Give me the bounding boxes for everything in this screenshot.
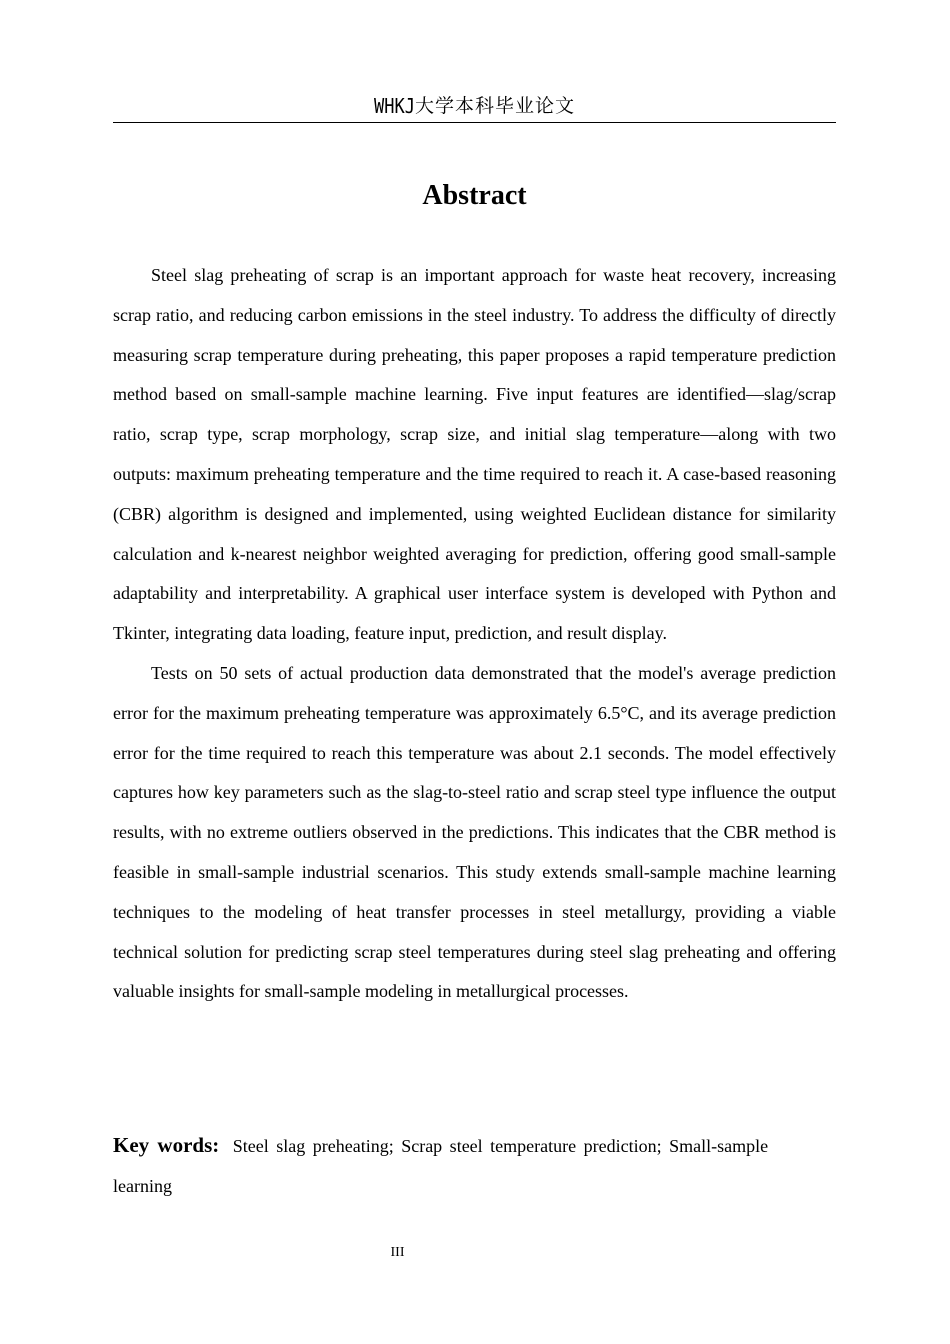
keywords-label: Key words:	[113, 1133, 220, 1157]
abstract-title: Abstract	[422, 180, 527, 211]
keywords	[113, 1125, 793, 1206]
header-title	[374, 92, 575, 121]
abstract-paragraph: Steel slag preheating of scrap is an important approach for waste heat recovery, increasing scrap ratio, and reducing carbon emissions in the steel industry. To address the difficulty of directly measuring scrap temperature during preheating, this paper proposes a rapid temperature prediction method based on small-sample machine learning. Five input features are identified—slag/scrap ratio, scrap type, scrap morphology, scrap size, and initial slag temperature—along with two outputs: maximum preheating temperature and the time required to reach it. A case-based reasoning (CBR) algorithm is designed and implemented, using weighted Euclidean distance for similarity calculation and k-nearest neighbor weighted averaging for prediction, offering good small-sample adaptability and interpretability. A graphical user interface system is developed with Python and Tkinter, integrating data loading, feature input, prediction, and result display.	[113, 265, 836, 644]
abstract-body	[113, 256, 836, 1012]
keywords-text: Steel slag preheating; Scrap steel temperature prediction; Small-sample learning	[113, 1136, 769, 1196]
page-header	[113, 92, 836, 123]
header-latin: WHKJ	[374, 95, 415, 119]
header-chinese: 大学本科毕业论文	[414, 95, 575, 117]
page-number: III	[390, 1245, 405, 1260]
abstract-paragraph: Tests on 50 sets of actual production data demonstrated that the model's average prediction error for the maximum preheating temperature was approximately 6.5°C, and its average prediction error for the time required to reach this temperature was about 2.1 seconds. The model effectively captures how key parameters such as the slag-to-steel ratio and scrap steel type influence the output results, with no extreme outliers observed in the predictions. This indicates that the CBR method is feasible in small-sample industrial scenarios. This study extends small-sample machine learning techniques to the modeling of heat transfer processes in steel metallurgy, providing a viable technical solution for predicting scrap steel temperatures during steel slag preheating and offering valuable insights for small-sample modeling in metallurgical processes.	[113, 662, 836, 1002]
